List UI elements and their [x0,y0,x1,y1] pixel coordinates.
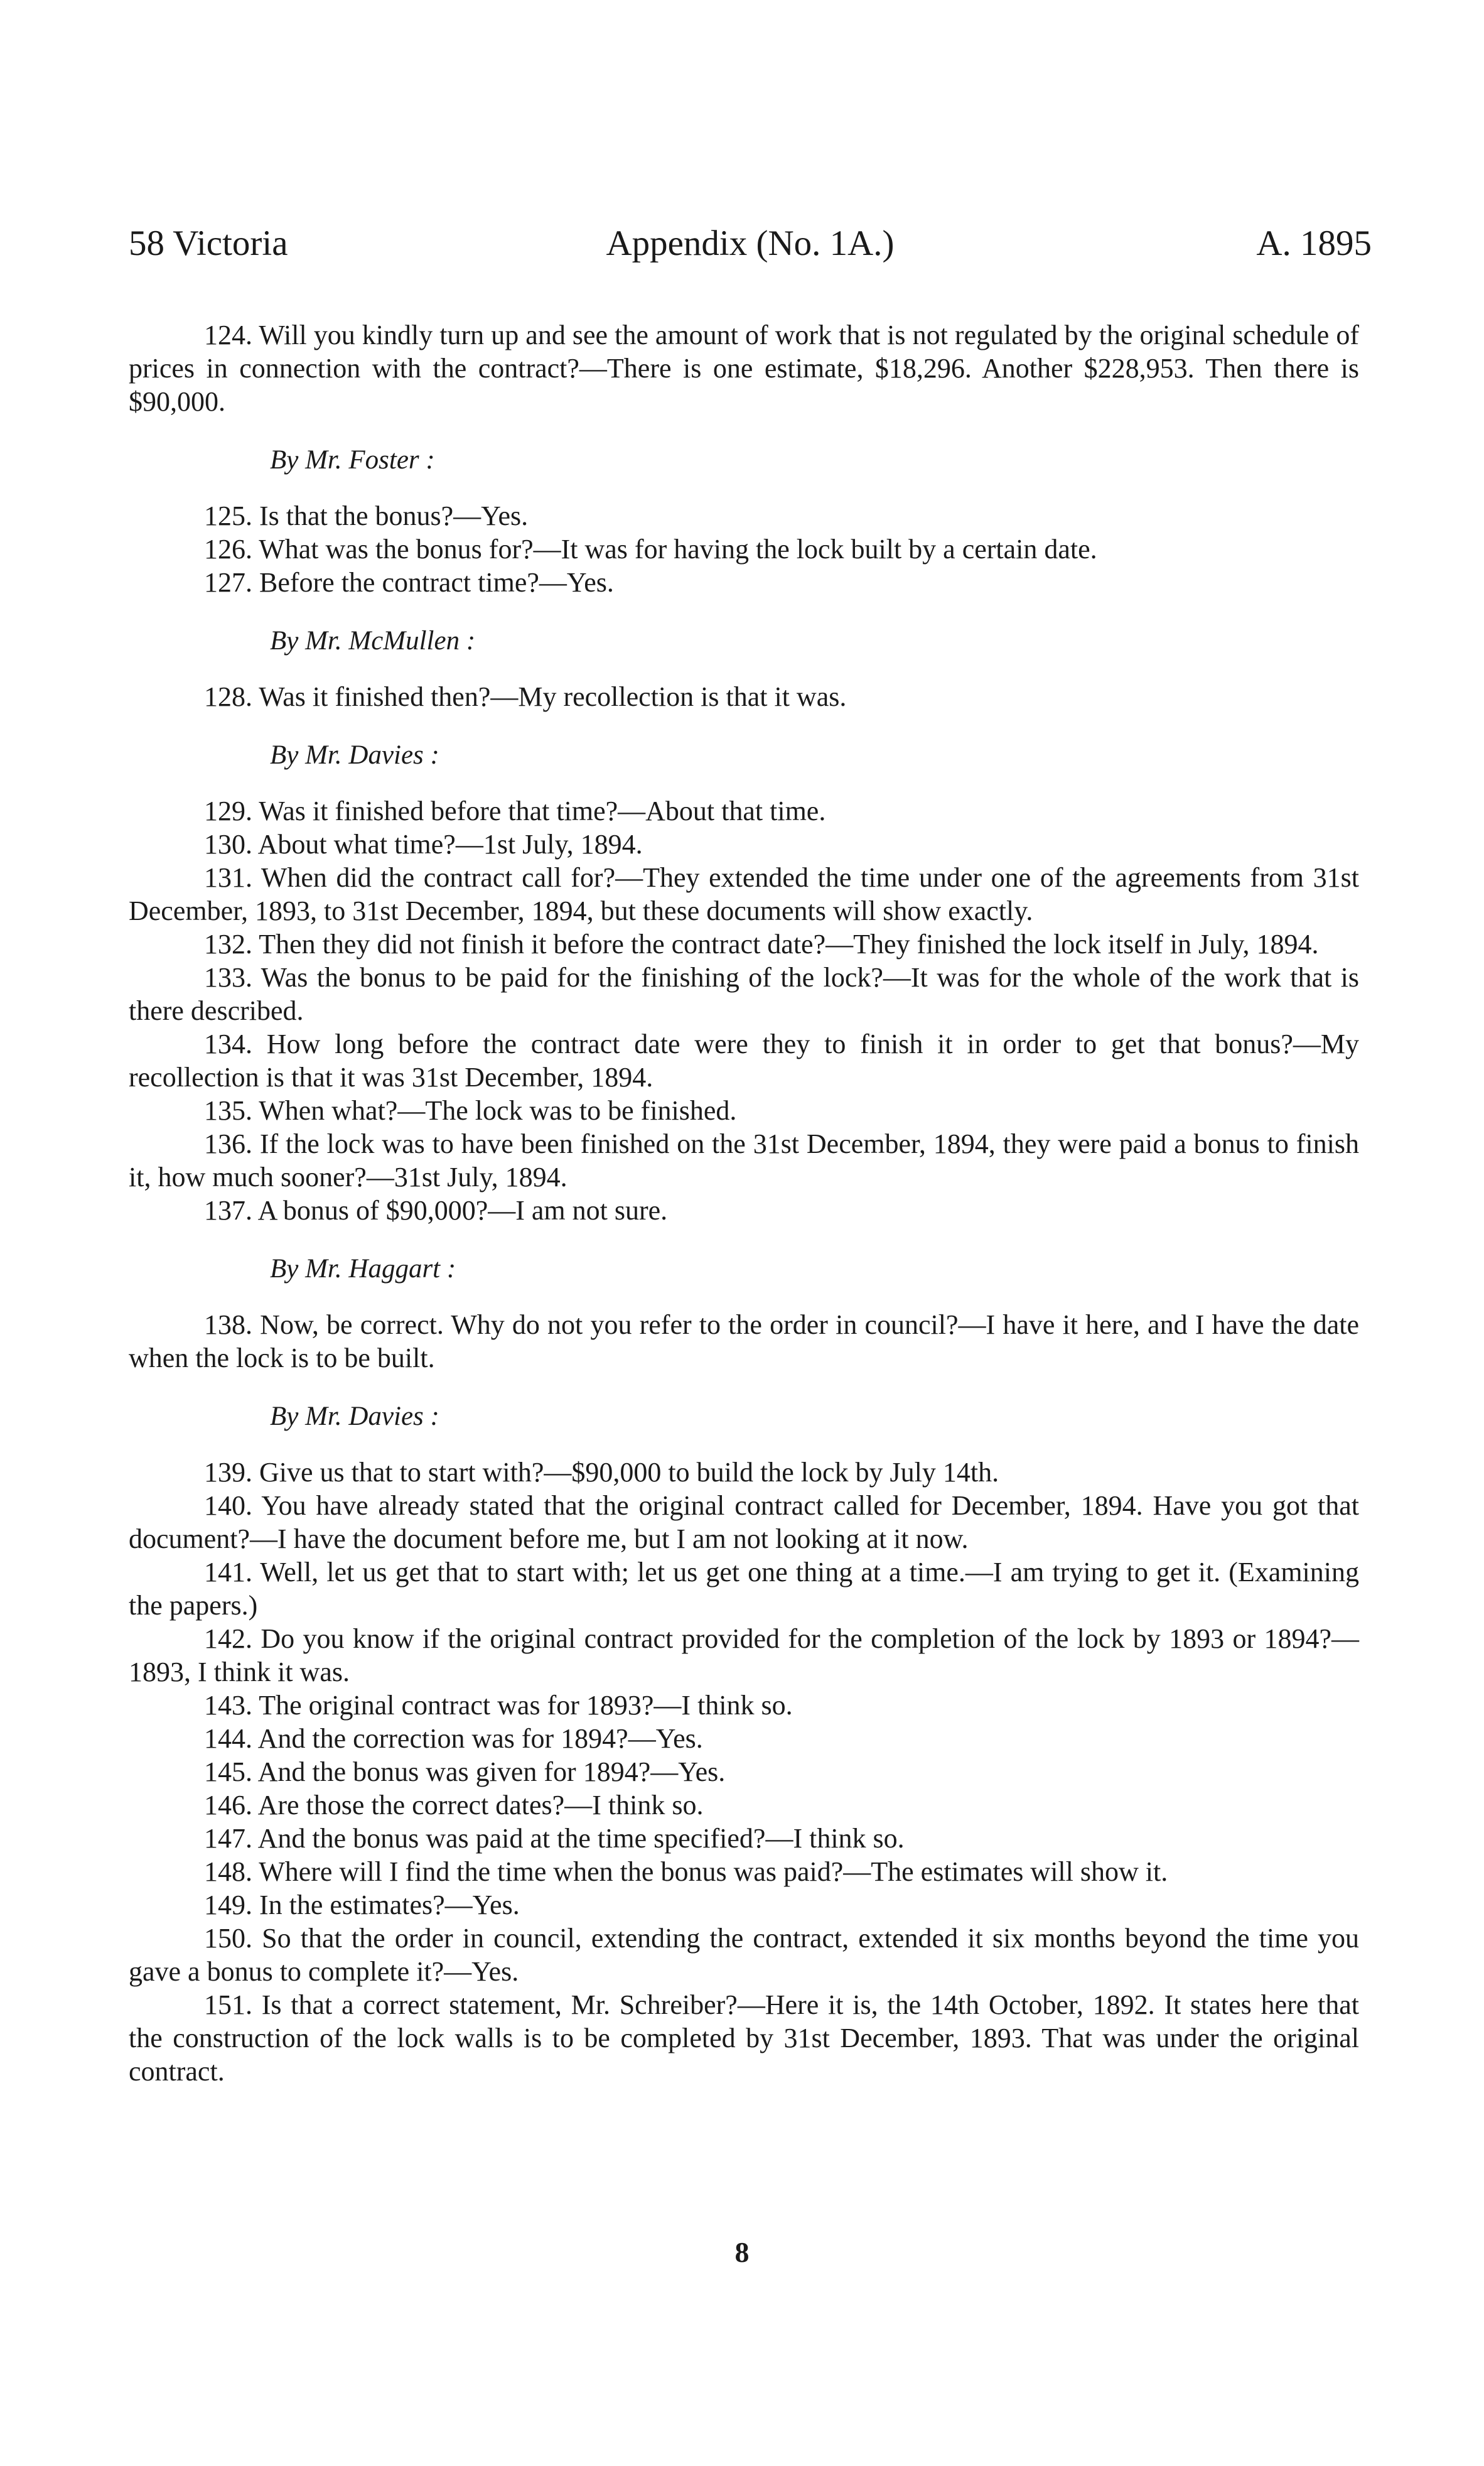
question-paragraph: 125. Is that the bonus?—Yes. [204,500,529,531]
question-paragraph: 148. Where will I find the time when the bonus was paid?—The estimates will show it. [204,1856,1168,1887]
question-paragraph: 144. And the correction was for 1894?—Yes. [204,1723,703,1754]
document-body [129,318,1359,2088]
page-number: 8 [734,2236,750,2268]
header-year: A. 1895 [1256,224,1372,263]
question-paragraph: 133. Was the bonus to be paid for the finishing of the lock?—It was for the whole of the work that is there described. [129,962,1359,1026]
question-paragraph: 145. And the bonus was given for 1894?—Yes. [204,1756,726,1787]
question-paragraph: 151. Is that a correct statement, Mr. Schreiber?—Here it is, the 14th October, 1892. It states here that the construction of the lock walls is to be completed by 31st December, 1893. That was under the original contract. [129,1989,1359,2087]
header-session: 58 Victoria [129,224,288,263]
question-paragraph: 143. The original contract was for 1893?—I think so. [204,1690,793,1721]
question-paragraph: 130. About what time?—1st July, 1894. [204,829,643,860]
speaker-heading: By Mr. Haggart : [270,1254,456,1284]
question-paragraph: 138. Now, be correct. Why do not you refer to the order in council?—I have it here, and I have the date when the lock is to be built. [129,1309,1359,1373]
header-title: Appendix (No. 1A.) [606,224,895,263]
speaker-heading: By Mr. Davies : [270,1402,439,1431]
running-header [129,223,1372,279]
question-paragraph: 150. So that the order in council, extending the contract, extended it six months beyond the time you gave a bonus to complete it?—Yes. [129,1923,1359,1987]
question-paragraph: 128. Was it finished then?—My recollection is that it was. [204,681,847,712]
speaker-heading: By Mr. Foster : [270,445,435,475]
question-paragraph: 137. A bonus of $90,000?—I am not sure. [204,1195,668,1226]
question-paragraph: 139. Give us that to start with?—$90,000 to build the lock by July 14th. [204,1457,999,1488]
question-paragraph: 142. Do you know if the original contract provided for the completion of the lock by 1893 or 1894?—1893, I think it was. [129,1623,1359,1687]
question-paragraph: 149. In the estimates?—Yes. [204,1890,520,1920]
question-paragraph: 129. Was it finished before that time?—About that time. [204,796,826,826]
question-paragraph: 147. And the bonus was paid at the time specified?—I think so. [204,1823,905,1854]
question-paragraph: 140. You have already stated that the original contract called for December, 1894. Have you got that document?—I have the document before me, but I am not looking at it now. [129,1490,1359,1554]
question-paragraph: 127. Before the contract time?—Yes. [204,567,614,598]
speaker-heading: By Mr. McMullen : [270,626,476,656]
question-paragraph: 131. When did the contract call for?—They extended the time under one of the agreements from 31st December, 1893, to 31st December, 1894, but these documents will show exactly. [129,862,1359,926]
question-paragraph: 134. How long before the contract date were they to finish it in order to get that bonus?—My recollection is that it was 31st December, 1894. [129,1029,1359,1093]
question-paragraph: 146. Are those the correct dates?—I think so. [204,1790,704,1820]
question-paragraph: 136. If the lock was to have been finished on the 31st December, 1894, they were paid a bonus to finish it, how much sooner?—31st July, 1894. [129,1128,1359,1192]
question-paragraph: 141. Well, let us get that to start with; let us get one thing at a time.—I am trying to get it. (Examining the papers.) [129,1557,1359,1621]
question-paragraph: 124. Will you kindly turn up and see the amount of work that is not regulated by the original schedule of prices in connection with the contract?—There is one estimate, $18,296. Another $228,953. Then there is $90,000. [129,320,1359,417]
question-paragraph: 132. Then they did not finish it before the contract date?—They finished the lock itself in July, 1894. [204,929,1319,960]
question-paragraph: 126. What was the bonus for?—It was for having the lock built by a certain date. [204,534,1097,565]
question-paragraph: 135. When what?—The lock was to be finished. [204,1095,737,1126]
speaker-heading: By Mr. Davies : [270,740,439,770]
